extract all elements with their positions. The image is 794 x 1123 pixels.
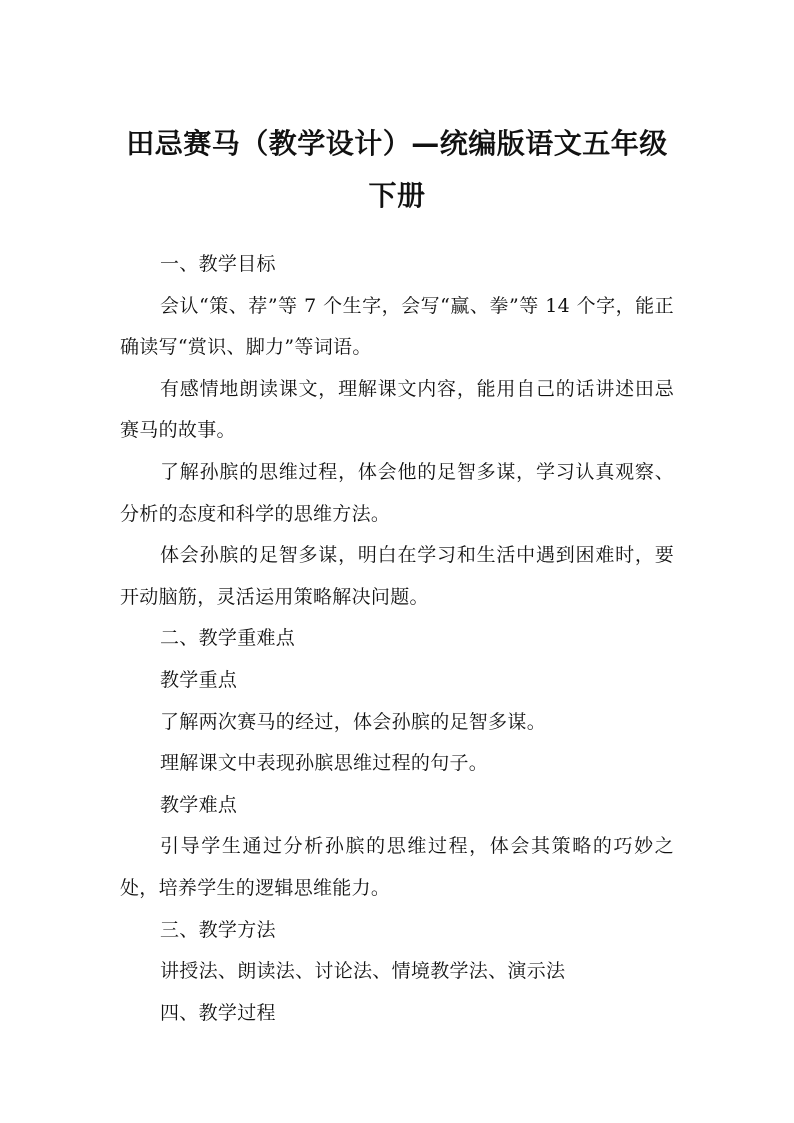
subheading-key-points: 教学重点 <box>160 668 238 691</box>
paragraph-objective-1: 会认“策、荐”等 7 个生字，会写“赢、拳”等 14 个字，能正确读写“赏识、脚力”等词语。 <box>120 294 674 359</box>
paragraph-key-point-2: 理解课文中表现孙膑思维过程的句子。 <box>160 752 489 775</box>
section-heading-methods: 三、教学方法 <box>160 918 276 941</box>
title-line-1: 田忌赛马（教学设计）—统编版语文五年级 <box>126 127 668 160</box>
title-line-2: 下册 <box>368 179 426 212</box>
paragraph-objective-4: 体会孙膑的足智多谋，明白在学习和生活中遇到困难时，要开动脑筋，灵活运用策略解决问题。 <box>120 544 674 608</box>
document-body <box>120 244 674 1034</box>
paragraph-objective-3: 了解孙膑的思维过程，体会他的足智多谋，学习认真观察、分析的态度和科学的思维方法。 <box>120 460 674 525</box>
section-heading-key-points: 二、教学重难点 <box>160 627 296 650</box>
section-heading-objectives: 一、教学目标 <box>160 253 276 275</box>
paragraph-key-point-1: 了解两次赛马的经过，体会孙膑的足智多谋。 <box>160 710 547 733</box>
paragraph-difficulty-1: 引导学生通过分析孙膑的思维过程，体会其策略的巧妙之处，培养学生的逻辑思维能力。 <box>120 835 674 899</box>
paragraph-objective-2: 有感情地朗读课文，理解课文内容，能用自己的话讲述田忌赛马的故事。 <box>120 377 674 442</box>
section-heading-process: 四、教学过程 <box>160 1001 276 1024</box>
subheading-difficulties: 教学难点 <box>160 793 238 816</box>
paragraph-methods: 讲授法、朗读法、讨论法、情境教学法、演示法 <box>160 960 566 983</box>
document-title <box>120 120 674 220</box>
